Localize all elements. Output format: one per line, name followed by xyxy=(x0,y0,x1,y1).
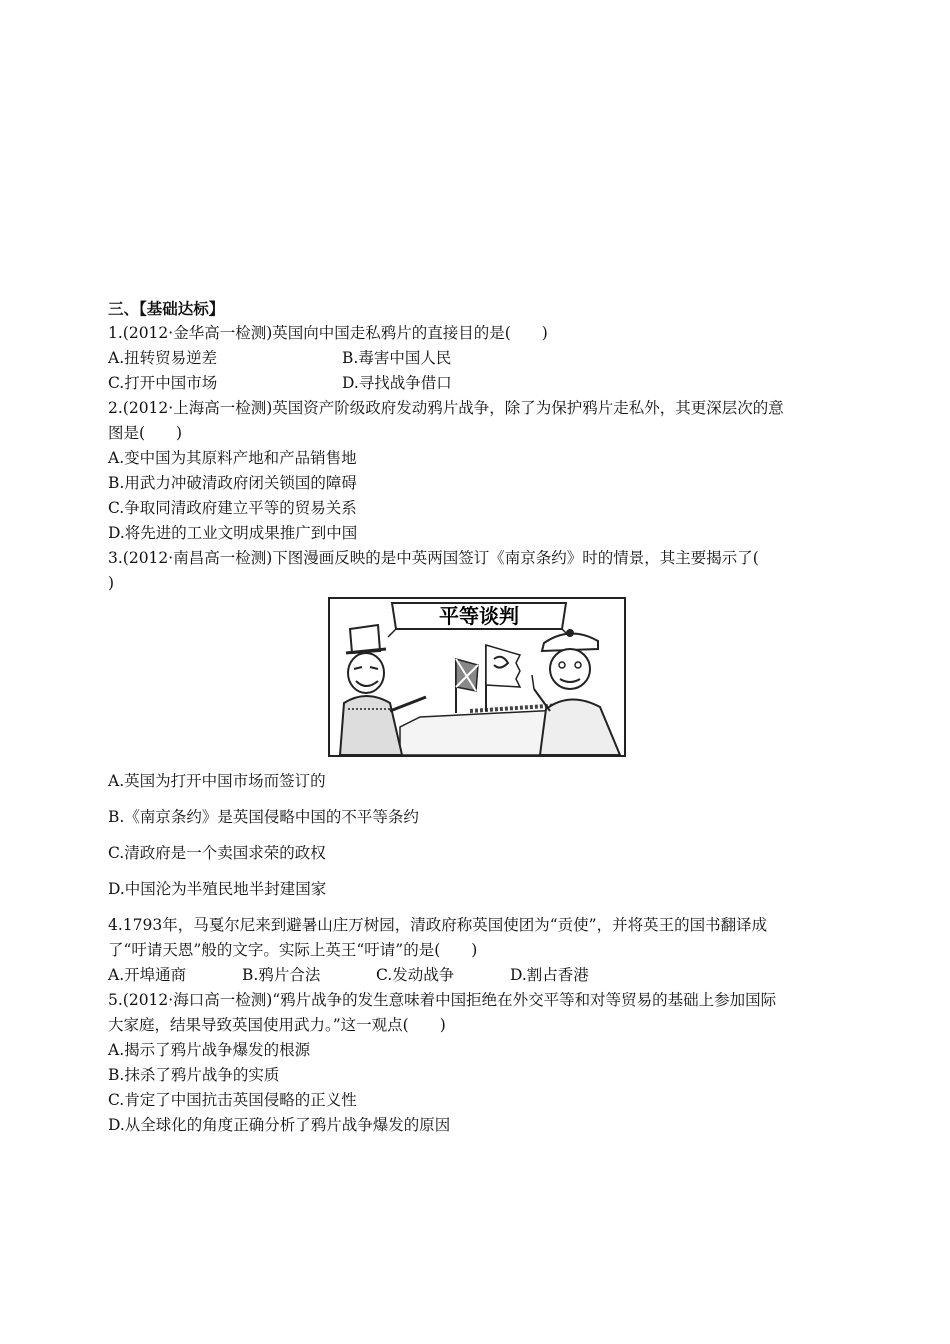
q3-option-c: C.清政府是一个卖国求荣的政权 xyxy=(108,844,326,862)
q3-stem-line1: 3.(2012·南昌高一检测)下图漫画反映的是中英两国签订《南京条约》时的情景，其主要揭示了( xyxy=(108,549,759,567)
q5-stem-line2: 大家庭，结果导致英国使用武力。”这一观点( ) xyxy=(108,1016,446,1034)
q5-stem-line1: 5.(2012·海口高一检测)“鸦片战争的发生意味着中国拒绝在外交平等和对等贸易的基础上参加国际 xyxy=(108,991,777,1009)
q4-option-c: C.发动战争 xyxy=(376,966,455,984)
section-heading: 三、【基础达标】 xyxy=(108,300,225,318)
q2-option-b: B.用武力冲破清政府闭关锁国的障碍 xyxy=(108,474,357,492)
q3-option-b: B.《南京条约》是英国侵略中国的不平等条约 xyxy=(108,808,419,826)
cartoon-drawing xyxy=(330,599,624,755)
q3-option-a: A.英国为打开中国市场而签订的 xyxy=(108,772,326,790)
q2-stem-line2: 图是( ) xyxy=(108,424,183,442)
q5-option-d: D.从全球化的角度正确分析了鸦片战争爆发的原因 xyxy=(108,1116,451,1134)
q2-option-d: D.将先进的工业文明成果推广到中国 xyxy=(108,524,358,542)
q1-option-b: B.毒害中国人民 xyxy=(342,349,452,367)
q5-option-c: C.肯定了中国抗击英国侵略的正义性 xyxy=(108,1091,357,1109)
q4-stem-line2: 了“吁请天恩”般的文字。实际上英王“吁请”的是( ) xyxy=(108,941,478,959)
q5-option-b: B.抹杀了鸦片战争的实质 xyxy=(108,1066,280,1084)
q1-option-c: C.打开中国市场 xyxy=(108,374,218,392)
q1-stem: 1.(2012·金华高一检测)英国向中国走私鸦片的直接目的是( ) xyxy=(108,324,548,342)
cartoon-image xyxy=(328,597,626,757)
q5-option-a: A.揭示了鸦片战争爆发的根源 xyxy=(108,1041,311,1059)
q3-option-d: D.中国沦为半殖民地半封建国家 xyxy=(108,880,327,898)
q3-stem-line2: ) xyxy=(108,574,115,592)
q1-option-a: A.扭转贸易逆差 xyxy=(108,349,218,367)
q1-option-d: D.寻找战争借口 xyxy=(342,374,452,392)
q2-stem-line1: 2.(2012·上海高一检测)英国资产阶级政府发动鸦片战争，除了为保护鸦片走私外，其更深层次的意 xyxy=(108,399,784,417)
cartoon-sign-text: 平等谈判 xyxy=(439,604,519,628)
q4-option-d: D.割占香港 xyxy=(510,966,589,984)
q2-option-a: A.变中国为其原料产地和产品销售地 xyxy=(108,449,357,467)
q4-option-a: A.开埠通商 xyxy=(108,966,187,984)
q4-option-b: B.鸦片合法 xyxy=(242,966,321,984)
q2-option-c: C.争取同清政府建立平等的贸易关系 xyxy=(108,499,357,517)
q4-stem-line1: 4.1793年，马戛尔尼来到避暑山庄万树园，清政府称英国使团为“贡使”，并将英王的国书翻译成 xyxy=(108,916,768,934)
